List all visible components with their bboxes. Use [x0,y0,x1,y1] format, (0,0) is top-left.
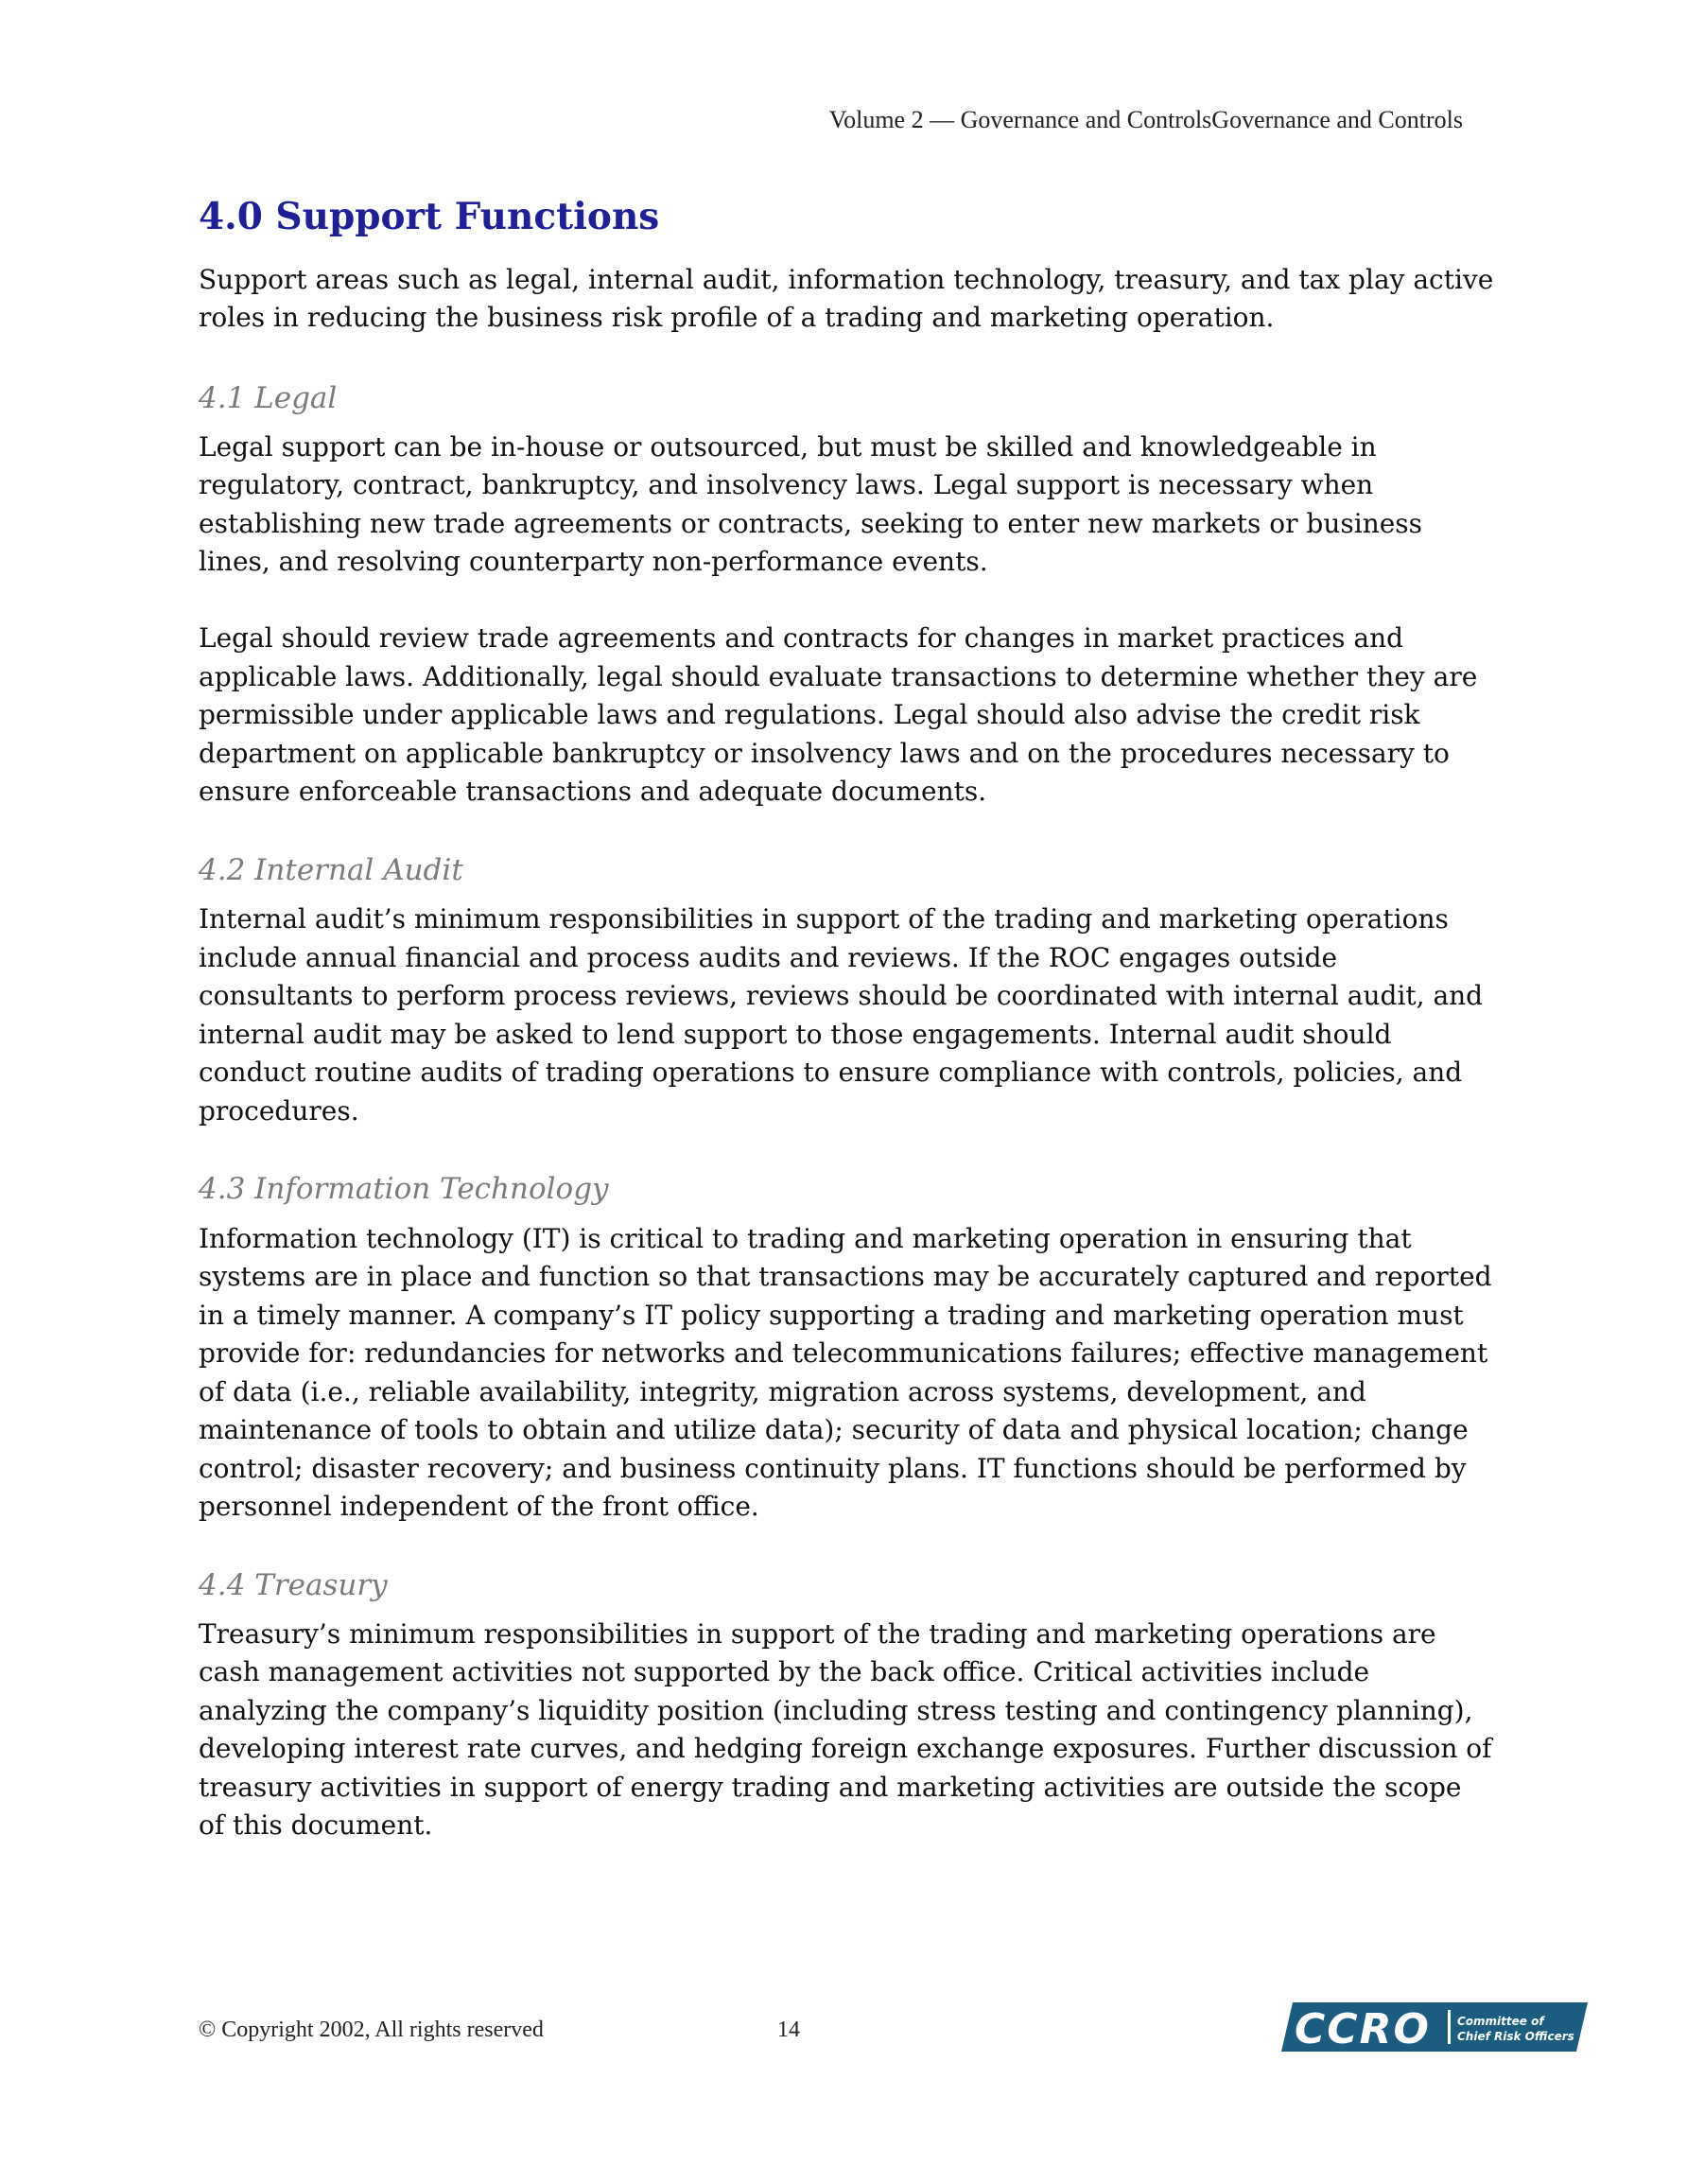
running-header: Volume 2 — Governance and ControlsGovernance and Controls [828,106,1463,133]
section-heading: 4.1 Legal [199,380,338,415]
ccro-logo [1281,2002,1588,2052]
section-heading: 4.3 Information Technology [199,1172,609,1207]
copyright-notice: © Copyright 2002, All rights reserved [199,2018,544,2042]
section-paragraph: Internal audit’s minimum responsibilities in support of the trading and marketing operations include annual financial and process audits and reviews. If the ROC engages outside consultants to perform process reviews, reviews should be coordinated with internal audit, and internal audit may be asked to lend support to those engagements. Internal audit should conduct routine audits of trading operations to ensure compliance with controls, policies, and procedures. [199,903,1484,1127]
section-legal [199,379,1494,812]
section-heading: 4.2 Internal Audit [199,852,463,887]
section-heading: 4.4 Treasury [199,1567,388,1602]
section-paragraph: Information technology (IT) is critical to trading and marketing operation in ensuring that systems are in place and function so that transactions may be accurately captured and reported in a timely manner. A company’s IT policy supporting a trading and marketing operation must provide for: redundancies for networks and telecommunications failures; effective management of data (i.e., reliable availability, integrity, migration across systems, development, and maintenance of tools to obtain and utilize data); security of data and physical location; change control; disaster recovery; and business continuity plans. IT functions should be performed by personnel independent of the front office. [199,1222,1492,1523]
document-body [199,193,1494,1845]
logo-tagline-line1: Committee of [1457,2015,1544,2028]
logo-wordmark: CCRO [1295,2005,1431,2052]
logo-separator [1448,2010,1451,2044]
page-title: 4.0 Support Functions [199,195,660,238]
section-paragraph: Legal support can be in-house or outsourced, but must be skilled and knowledgeable in regulatory, contract, bankruptcy, and insolvency laws. Legal support is necessary when establishing new trade agreements or contracts, seeking to enter new markets or business lines, and resolving counterparty non-performance events. [199,430,1423,578]
intro-paragraph: Support areas such as legal, internal audit, information technology, treasury, and tax play active roles in reducing the business risk profile of a trading and marketing operation. [199,263,1494,334]
section-treasury [199,1566,1494,1845]
page-number: 14 [777,2018,800,2042]
section-information-technology [199,1170,1494,1526]
logo-tagline-line2: Chief Risk Officers [1457,2030,1574,2043]
section-internal-audit [199,851,1494,1130]
section-paragraph: Treasury’s minimum responsibilities in support of the trading and marketing operations are cash management activities not supported by the back office. Critical activities include analyzing the company’s liquidity position (including stress testing and contingency planning), developing interest rate curves, and hedging foreign exchange exposures. Further discussion of treasury activities in support of energy trading and marketing activities are outside the scope of this document. [199,1617,1492,1842]
section-paragraph: Legal should review trade agreements and contracts for changes in market practices and applicable laws. Additionally, legal should evaluate transactions to determine whether they are permissible under applicable laws and regulations. Legal should also advise the credit risk department on applicable bankruptcy or insolvency laws and on the procedures necessary to ensure enforceable transactions and adequate documents. [199,622,1478,808]
